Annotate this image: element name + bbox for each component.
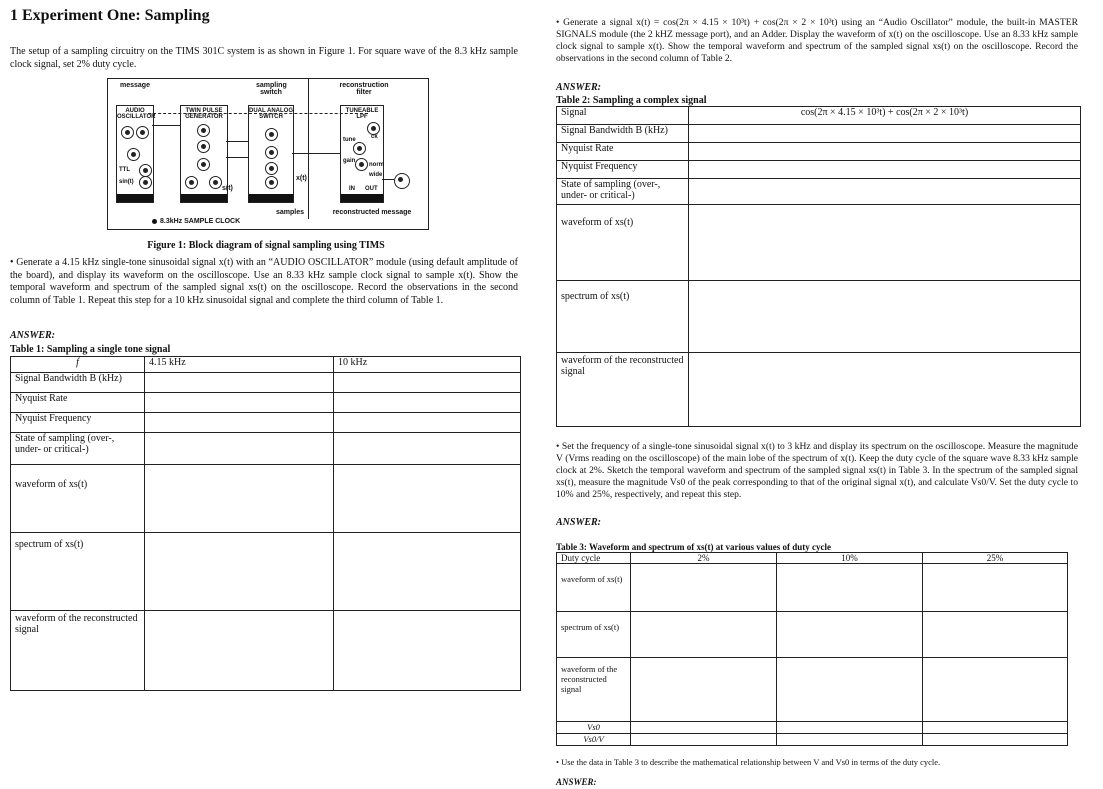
table1-row-label: spectrum of xs(t) <box>11 533 145 611</box>
table3-header-10: 10% <box>777 553 923 564</box>
label-samples: samples <box>276 209 305 216</box>
table-cell[interactable] <box>334 611 521 691</box>
audio-oscillator-module <box>116 105 154 203</box>
table-row <box>557 143 1081 161</box>
table1-header-10: 10 kHz <box>334 357 521 373</box>
clock-dot-icon <box>152 219 157 224</box>
table-row <box>557 125 1081 143</box>
table-row <box>557 734 1068 746</box>
module-base <box>181 194 227 202</box>
table1-row-label: Nyquist Frequency <box>11 413 145 433</box>
table-cell[interactable] <box>777 734 923 746</box>
label-gain: gain <box>343 158 356 164</box>
table-cell[interactable] <box>145 465 334 533</box>
table3-row-label: waveform of xs(t) <box>557 564 631 612</box>
right-bullet-2: • Set the frequency of a single-tone sinusoidal signal x(t) to 3 kHz and display its spectrum on the oscilloscope. Measure the magnitude V (Vrms reading on the oscilloscope) of the main lobe of the spectrum of x(t). Keep the duty cycle of the square wave 8.33 kHz sample clock at 2%. Sketch the temporal waveform and spectrum of the sampled signal xs(t) in Table 3. In the spectrum of the sampled signal xs(t), measure the magnitude Vs0 of the peak corresponding to that of the original signal x(t), and calculate Vs0/V. Set the duty cycle to 10% and 25%, respectively, and repeat this step. <box>556 441 1078 500</box>
table-cell[interactable] <box>777 564 923 612</box>
table-cell[interactable] <box>689 281 1081 353</box>
table3-header-2: 2% <box>631 553 777 564</box>
bullet-icon: • <box>556 757 562 767</box>
table2-row-label: Signal Bandwidth B (kHz) <box>557 125 689 143</box>
table-row <box>557 553 1068 564</box>
label-reconstruction-filter: reconstruction filter <box>339 82 389 96</box>
patch-wire <box>148 113 368 115</box>
table-cell[interactable] <box>631 564 777 612</box>
table1-row-label: waveform of the reconstructed signal <box>11 611 145 691</box>
table2-header-expression: cos(2π × 4.15 × 10³t) + cos(2π × 2 × 10³t) <box>689 107 1081 125</box>
bullet-icon: • <box>556 441 562 452</box>
table-row <box>557 281 1081 353</box>
table-cell[interactable] <box>631 722 777 734</box>
table2-row-label: waveform of xs(t) <box>557 205 689 281</box>
label-s-t: s(t) <box>222 185 233 192</box>
table1-row-label: Signal Bandwidth B (kHz) <box>11 373 145 393</box>
label-in: IN <box>349 186 355 192</box>
knob-icon <box>209 176 222 189</box>
table-cell[interactable] <box>689 143 1081 161</box>
figure-caption: Figure 1: Block diagram of signal sampling using TIMS <box>147 240 385 251</box>
table3-row-label: spectrum of xs(t) <box>557 612 631 658</box>
knob-icon <box>265 176 278 189</box>
table2-row-label: Nyquist Rate <box>557 143 689 161</box>
bullet-1-text: • Generate a 4.15 kHz single-tone sinusoidal signal x(t) with an “AUDIO OSCILLATOR” module (using default amplitude of the board), and display its waveform on the oscilloscope. Use an 8.33 kHz sample clock signal to sample x(t). Show the temporal waveform and spectrum of the sampled signal xs(t) on the oscilloscope. Record the observations in the second column of Table 1. Repeat this step for a 10 kHz sinusoidal signal and complete the third column of Table 1. <box>10 257 518 306</box>
answer-label: ANSWER: <box>10 330 56 341</box>
table-row <box>11 413 521 433</box>
table-row <box>11 533 521 611</box>
table-cell[interactable] <box>334 373 521 393</box>
label-reconstructed: reconstructed message <box>332 209 412 216</box>
table-row <box>557 722 1068 734</box>
table-row <box>557 179 1081 205</box>
answer-label: ANSWER: <box>556 777 597 787</box>
right-bullet-3: • Use the data in Table 3 to describe the mathematical relationship between V and Vs0 in terms of the duty cycle. <box>556 757 941 767</box>
label-tuneable-lpf: TUNEABLE LPF <box>345 108 379 120</box>
knob-icon <box>353 142 366 155</box>
bullet-icon: • <box>556 17 564 28</box>
table1-row-label: Nyquist Rate <box>11 393 145 413</box>
table3 <box>556 552 1068 746</box>
table3-caption: Table 3: Waveform and spectrum of xs(t) at various values of duty cycle <box>556 542 831 552</box>
table1-header-415: 4.15 kHz <box>145 357 334 373</box>
label-sin: sin(t) <box>119 179 134 185</box>
knob-icon <box>197 140 210 153</box>
knob-icon <box>197 158 210 171</box>
table3-row-label: Vs0 <box>557 722 631 734</box>
module-base <box>249 194 293 202</box>
table2-row-label: State of sampling (over-, under- or critical-) <box>557 179 689 205</box>
table-cell[interactable] <box>923 658 1068 722</box>
knob-icon <box>265 162 278 175</box>
table-cell[interactable] <box>777 722 923 734</box>
knob-icon <box>265 128 278 141</box>
table2-row-label: waveform of the reconstructed signal <box>557 353 689 427</box>
table-row <box>557 161 1081 179</box>
table-cell[interactable] <box>334 533 521 611</box>
table-cell[interactable] <box>334 465 521 533</box>
divider-line <box>308 79 309 219</box>
knob-icon <box>197 124 210 137</box>
section-heading: 1 Experiment One: Sampling <box>10 7 210 24</box>
bullet-icon: • <box>10 257 17 268</box>
dual-analog-switch-module <box>248 105 294 203</box>
module-base <box>117 194 153 202</box>
table-row <box>557 205 1081 281</box>
table-cell[interactable] <box>145 533 334 611</box>
table-row <box>11 373 521 393</box>
table-cell[interactable] <box>923 612 1068 658</box>
table-cell[interactable] <box>689 205 1081 281</box>
label-sample-clock: 8.3kHz SAMPLE CLOCK <box>160 218 241 225</box>
table-cell[interactable] <box>777 612 923 658</box>
patch-wire <box>292 153 340 154</box>
answer-label: ANSWER: <box>556 82 602 93</box>
block-diagram-figure <box>107 78 429 230</box>
patch-wire <box>226 157 248 158</box>
table-cell[interactable] <box>334 413 521 433</box>
label-audio-osc: AUDIO OSCILLATOR <box>117 108 156 120</box>
table2-row-label: Nyquist Frequency <box>557 161 689 179</box>
twin-pulse-module <box>180 105 228 203</box>
knob-icon <box>265 146 278 159</box>
table-row <box>11 433 521 465</box>
label-x-t: x(t) <box>296 175 307 182</box>
knob-icon <box>139 176 152 189</box>
label-ck: ck <box>371 134 378 140</box>
label-sampling-switch: sampling switch <box>256 82 287 96</box>
label-ttl: TTL <box>119 167 130 173</box>
table2-row-label: spectrum of xs(t) <box>557 281 689 353</box>
table-row <box>11 611 521 691</box>
table-cell[interactable] <box>334 433 521 465</box>
setup-paragraph: The setup of a sampling circuitry on the TIMS 301C system is as shown in Figure 1. For square wave of the 8.3 kHz sample clock signal, set 2% duty cycle. <box>10 46 518 70</box>
left-column <box>10 0 522 635</box>
knob-icon <box>355 158 368 171</box>
table-cell[interactable] <box>145 393 334 413</box>
table-cell[interactable] <box>145 433 334 465</box>
table-cell[interactable] <box>923 734 1068 746</box>
table-cell[interactable] <box>777 658 923 722</box>
table-cell[interactable] <box>923 722 1068 734</box>
table3-row-label: waveform of the reconstructed signal <box>557 658 631 722</box>
table-cell[interactable] <box>631 658 777 722</box>
label-norm: norm <box>369 162 384 168</box>
table-cell[interactable] <box>689 125 1081 143</box>
table1-row-label: State of sampling (over-, under- or critical-) <box>11 433 145 465</box>
table-row <box>557 612 1068 658</box>
table-cell[interactable] <box>145 611 334 691</box>
table3-row-label: Vs0/V <box>557 734 631 746</box>
knob-icon <box>127 148 140 161</box>
label-out: OUT <box>365 186 378 192</box>
table-cell[interactable] <box>334 393 521 413</box>
table-cell[interactable] <box>689 353 1081 427</box>
table2-header-signal: Signal <box>557 107 689 125</box>
knob-icon <box>185 176 198 189</box>
table1-header-f: f <box>11 357 145 373</box>
knob-icon <box>136 126 149 139</box>
knob-icon <box>121 126 134 139</box>
label-message: message <box>120 82 150 89</box>
table-cell[interactable] <box>923 564 1068 612</box>
output-socket-icon <box>394 173 410 189</box>
patch-wire <box>382 179 394 180</box>
tuneable-lpf-module <box>340 105 384 203</box>
table-cell[interactable] <box>145 413 334 433</box>
label-wide: wide <box>369 172 383 178</box>
table-cell[interactable] <box>689 161 1081 179</box>
table-row <box>557 107 1081 125</box>
table1 <box>10 356 521 691</box>
label-dual-analog: DUAL ANALOG SWITCH <box>249 108 293 120</box>
table2 <box>556 106 1081 427</box>
table-cell[interactable] <box>689 179 1081 205</box>
table-row <box>557 658 1068 722</box>
table-cell[interactable] <box>631 734 777 746</box>
table1-row-label: waveform of xs(t) <box>11 465 145 533</box>
table-row <box>557 564 1068 612</box>
table1-caption: Table 1: Sampling a single tone signal <box>10 344 171 355</box>
table2-caption: Table 2: Sampling a complex signal <box>556 95 707 106</box>
answer-label: ANSWER: <box>556 517 602 525</box>
right-bullet-1: • Generate a signal x(t) = cos(2π × 4.15 × 10³t) + cos(2π × 2 × 10³t) using an “Audio Oscillator” module, the built-in MASTER SIGNALS module (the 2 kHZ message port), and an Adder. Display the waveform of x(t) on the oscilloscope. Use an 8.33 kHz sample clock signal to sample x(t). Show the temporal waveform and spectrum of the sampled signal xs(t) on the oscilloscope. Record the observations in the second column of Table 2. <box>556 17 1079 64</box>
table3-header-duty: Duty cycle <box>557 553 631 564</box>
table-cell[interactable] <box>631 612 777 658</box>
label-twin-pulse: TWIN PULSE GENERATOR <box>185 108 223 120</box>
patch-wire <box>226 141 248 142</box>
module-base <box>341 194 383 202</box>
table-row <box>557 353 1081 427</box>
table-row <box>11 393 521 413</box>
patch-wire <box>152 125 180 126</box>
table-row <box>11 465 521 533</box>
table3-header-25: 25% <box>923 553 1068 564</box>
label-tune: tune <box>343 137 356 143</box>
table-row <box>11 357 521 373</box>
table-cell[interactable] <box>145 373 334 393</box>
